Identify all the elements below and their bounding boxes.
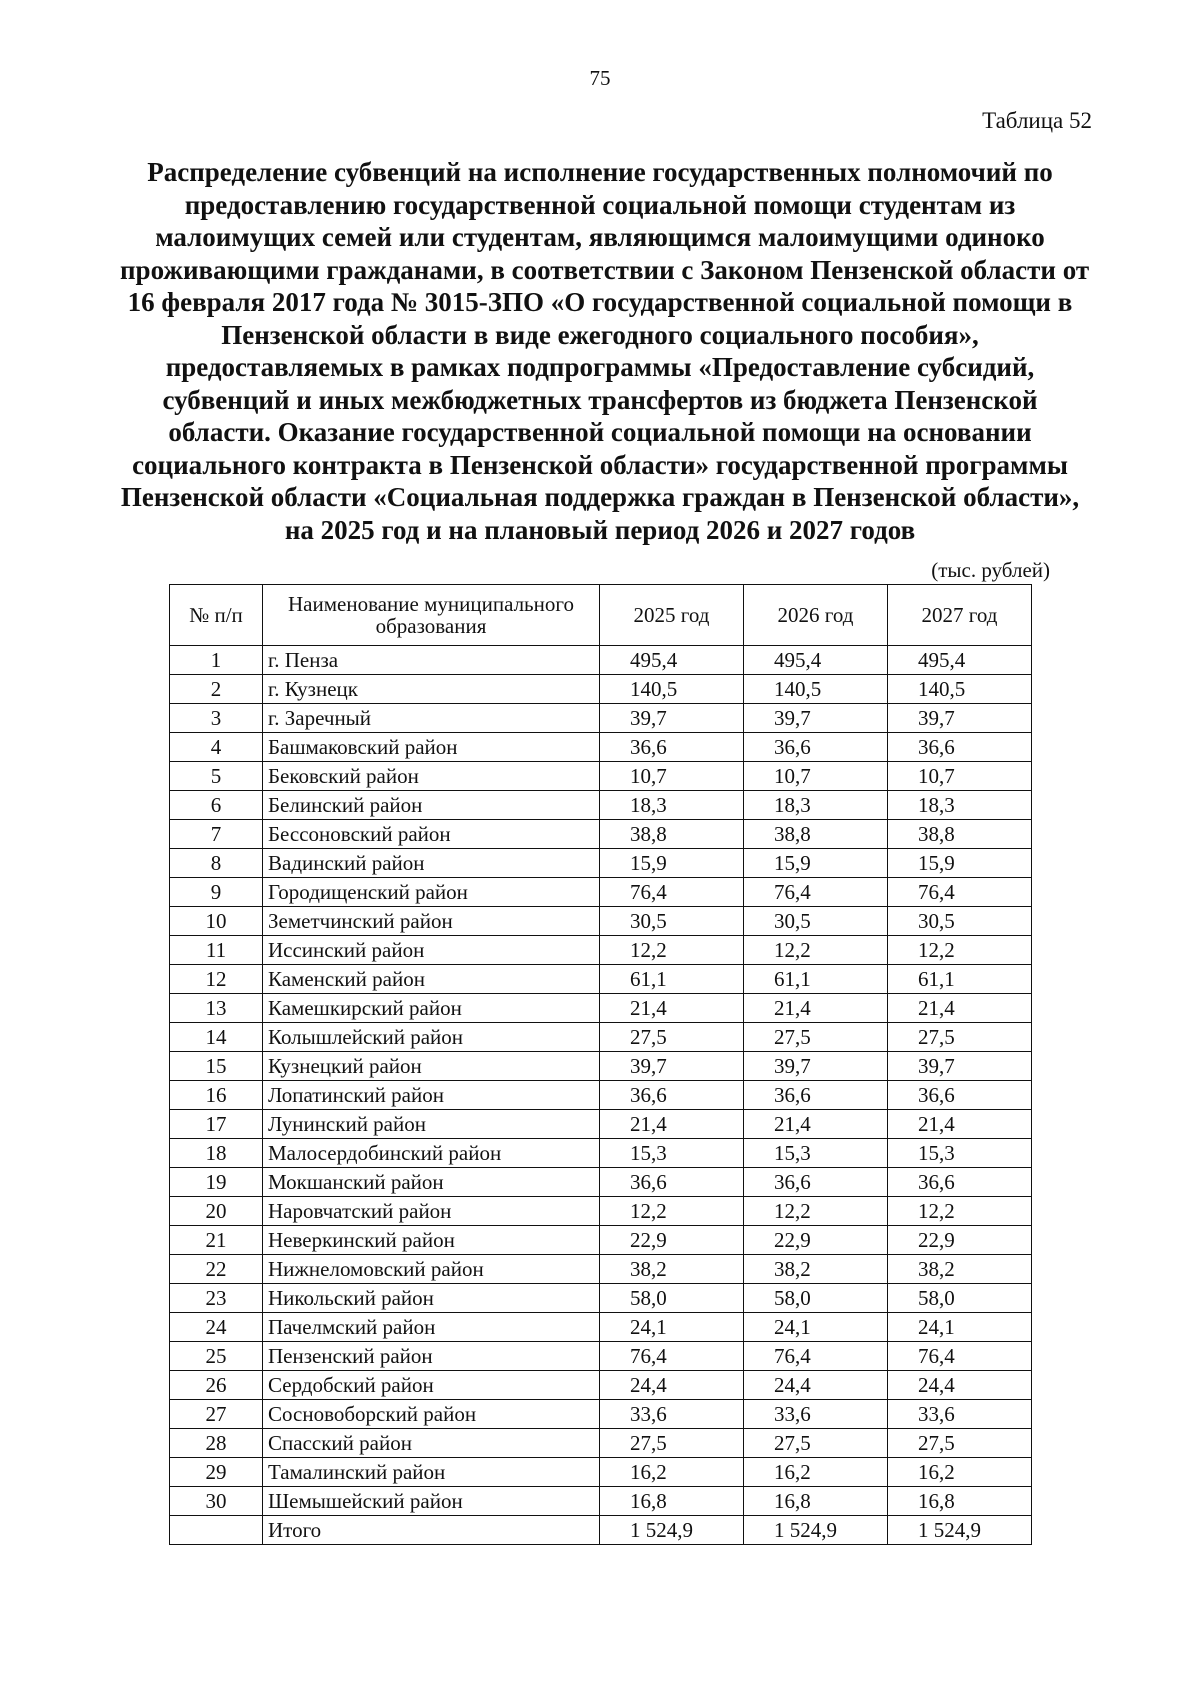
cell-municipality: Башмаковский район [263,733,600,762]
header-number: № п/п [170,585,263,646]
cell-2027: 1 524,9 [888,1516,1032,1545]
cell-2026: 36,6 [744,733,888,762]
cell-2025: 33,6 [600,1400,744,1429]
cell-2026: 16,2 [744,1458,888,1487]
table-row [170,1081,1032,1110]
cell-2026: 495,4 [744,646,888,675]
cell-2025: 18,3 [600,791,744,820]
title-line: Распределение субвенций на исполнение государственных полномочий по [147,157,1053,187]
cell-municipality: Пачелмский район [263,1313,600,1342]
table-row [170,1313,1032,1342]
cell-number: 2 [170,675,263,704]
cell-municipality: Каменский район [263,965,600,994]
cell-2027: 76,4 [888,1342,1032,1371]
cell-2025: 76,4 [600,878,744,907]
cell-number: 10 [170,907,263,936]
cell-2025: 36,6 [600,1081,744,1110]
table-row [170,646,1032,675]
cell-2026: 36,6 [744,1168,888,1197]
cell-2027: 16,8 [888,1487,1032,1516]
table-row [170,1023,1032,1052]
cell-municipality: Шемышейский район [263,1487,600,1516]
cell-2026: 39,7 [744,1052,888,1081]
cell-2025: 12,2 [600,1197,744,1226]
cell-municipality: Вадинский район [263,849,600,878]
header-2027: 2027 год [888,585,1032,646]
cell-2027: 30,5 [888,907,1032,936]
cell-2025: 27,5 [600,1429,744,1458]
cell-2025: 16,2 [600,1458,744,1487]
table-row [170,849,1032,878]
table-row [170,791,1032,820]
cell-2026: 15,9 [744,849,888,878]
cell-2026: 61,1 [744,965,888,994]
cell-2026: 24,1 [744,1313,888,1342]
cell-number: 6 [170,791,263,820]
title-line: предоставлению государственной социальной помощи студентам из [184,189,1016,220]
cell-2026: 12,2 [744,1197,888,1226]
table-row [170,733,1032,762]
cell-2025: 30,5 [600,907,744,936]
table-row [170,704,1032,733]
cell-2025: 10,7 [600,762,744,791]
cell-2026: 30,5 [744,907,888,936]
table-row [170,1458,1032,1487]
cell-municipality: Сосновоборский район [263,1400,600,1429]
table-row [170,936,1032,965]
cell-2026: 21,4 [744,994,888,1023]
cell-number: 24 [170,1313,263,1342]
cell-2027: 58,0 [888,1284,1032,1313]
cell-2027: 38,2 [888,1255,1032,1284]
cell-2025: 140,5 [600,675,744,704]
cell-municipality: Никольский район [263,1284,600,1313]
cell-2025: 38,2 [600,1255,744,1284]
cell-municipality: г. Заречный [263,704,600,733]
cell-2025: 36,6 [600,1168,744,1197]
cell-2025: 61,1 [600,965,744,994]
cell-2026: 27,5 [744,1429,888,1458]
header-2025: 2025 год [600,585,744,646]
table-row [170,1255,1032,1284]
title-line: малоимущих семей или студентам, являющимся малоимущими одиноко [155,222,1045,252]
cell-2026: 36,6 [744,1081,888,1110]
cell-2026: 15,3 [744,1139,888,1168]
table-label: Таблица 52 [982,108,1092,133]
cell-municipality: Земетчинский район [263,907,600,936]
cell-2027: 22,9 [888,1226,1032,1255]
cell-2025: 58,0 [600,1284,744,1313]
cell-2026: 18,3 [744,791,888,820]
table-row [170,1487,1032,1516]
cell-number: 8 [170,849,263,878]
cell-number: 30 [170,1487,263,1516]
cell-municipality: Неверкинский район [263,1226,600,1255]
cell-2027: 27,5 [888,1429,1032,1458]
cell-2027: 39,7 [888,1052,1032,1081]
table-row [170,675,1032,704]
cell-number: 23 [170,1284,263,1313]
table-row [170,994,1032,1023]
cell-number: 26 [170,1371,263,1400]
table-header-row [170,585,1032,646]
table-row [170,1139,1032,1168]
cell-2026: 22,9 [744,1226,888,1255]
cell-2026: 39,7 [744,704,888,733]
cell-municipality: Нижнеломовский район [263,1255,600,1284]
cell-number: 12 [170,965,263,994]
cell-2026: 140,5 [744,675,888,704]
cell-municipality: Иссинский район [263,936,600,965]
page-number: 75 [589,66,611,90]
cell-2026: 33,6 [744,1400,888,1429]
cell-municipality: Пензенский район [263,1342,600,1371]
total-row [170,1516,1032,1545]
cell-2025: 39,7 [600,704,744,733]
cell-number: 28 [170,1429,263,1458]
cell-2025: 21,4 [600,994,744,1023]
cell-number: 9 [170,878,263,907]
cell-municipality: Лопатинский район [263,1081,600,1110]
cell-number: 7 [170,820,263,849]
cell-number: 16 [170,1081,263,1110]
cell-2027: 140,5 [888,675,1032,704]
cell-2027: 12,2 [888,936,1032,965]
cell-municipality: Мокшанский район [263,1168,600,1197]
table-row [170,1371,1032,1400]
title-line: области. Оказание государственной социальной помощи на основании [168,417,1032,447]
cell-number: 15 [170,1052,263,1081]
cell-municipality: Спасский район [263,1429,600,1458]
table-row [170,1052,1032,1081]
table-row [170,1197,1032,1226]
cell-number: 1 [170,646,263,675]
cell-2025: 24,4 [600,1371,744,1400]
cell-2027: 21,4 [888,1110,1032,1139]
cell-2027: 76,4 [888,878,1032,907]
document-title [120,156,1090,546]
cell-municipality: Малосердобинский район [263,1139,600,1168]
cell-2025: 495,4 [600,646,744,675]
cell-2026: 24,4 [744,1371,888,1400]
cell-2027: 36,6 [888,1168,1032,1197]
table-row [170,965,1032,994]
title-line: проживающими гражданами, в соответствии с Законом Пензенской области от [120,254,1090,285]
header-municipality: Наименование муниципального образования [263,585,600,646]
cell-2027: 21,4 [888,994,1032,1023]
table-row [170,820,1032,849]
cell-2026: 38,8 [744,820,888,849]
cell-2026: 76,4 [744,878,888,907]
cell-2026: 16,8 [744,1487,888,1516]
cell-municipality: Бековский район [263,762,600,791]
title-line: субвенций и иных межбюджетных трансфертов из бюджета Пензенской [162,384,1038,415]
cell-2027: 15,9 [888,849,1032,878]
cell-number: 13 [170,994,263,1023]
cell-2027: 15,3 [888,1139,1032,1168]
cell-2025: 15,3 [600,1139,744,1168]
cell-municipality: Наровчатский район [263,1197,600,1226]
table-row [170,1110,1032,1139]
cell-2027: 10,7 [888,762,1032,791]
cell-2026: 10,7 [744,762,888,791]
cell-2026: 76,4 [744,1342,888,1371]
cell-2025: 38,8 [600,820,744,849]
cell-2027: 24,1 [888,1313,1032,1342]
cell-municipality: Итого [263,1516,600,1545]
table-row [170,1226,1032,1255]
cell-2027: 27,5 [888,1023,1032,1052]
cell-2025: 27,5 [600,1023,744,1052]
cell-number: 5 [170,762,263,791]
cell-municipality: г. Кузнецк [263,675,600,704]
cell-2025: 12,2 [600,936,744,965]
cell-number: 25 [170,1342,263,1371]
cell-2027: 16,2 [888,1458,1032,1487]
cell-number: 17 [170,1110,263,1139]
cell-2027: 36,6 [888,1081,1032,1110]
cell-2025: 36,6 [600,733,744,762]
cell-2026: 1 524,9 [744,1516,888,1545]
table-row [170,1342,1032,1371]
cell-municipality: г. Пенза [263,646,600,675]
units-label: (тыс. рублей) [931,558,1050,582]
cell-number: 21 [170,1226,263,1255]
cell-2026: 38,2 [744,1255,888,1284]
cell-municipality: Белинский район [263,791,600,820]
cell-number: 11 [170,936,263,965]
cell-2027: 36,6 [888,733,1032,762]
cell-number: 22 [170,1255,263,1284]
header-2026: 2026 год [744,585,888,646]
title-line: Пензенской области «Социальная поддержка граждан в Пензенской области», [120,482,1080,512]
table-row [170,1400,1032,1429]
cell-2027: 24,4 [888,1371,1032,1400]
cell-number: 14 [170,1023,263,1052]
cell-2025: 39,7 [600,1052,744,1081]
cell-municipality: Городищенский район [263,878,600,907]
table-row [170,907,1032,936]
cell-municipality: Кузнецкий район [263,1052,600,1081]
cell-2027: 38,8 [888,820,1032,849]
table-row [170,1168,1032,1197]
cell-2026: 27,5 [744,1023,888,1052]
cell-2026: 12,2 [744,936,888,965]
cell-2025: 1 524,9 [600,1516,744,1545]
cell-number: 3 [170,704,263,733]
cell-municipality: Бессоновский район [263,820,600,849]
cell-2026: 58,0 [744,1284,888,1313]
table-row [170,1429,1032,1458]
table-row [170,1284,1032,1313]
cell-2025: 76,4 [600,1342,744,1371]
subvention-table [169,584,1032,1545]
table-row [170,762,1032,791]
cell-number [170,1516,263,1545]
title-line: Пензенской области в виде ежегодного социального пособия», [221,319,979,350]
cell-2027: 12,2 [888,1197,1032,1226]
cell-2025: 16,8 [600,1487,744,1516]
cell-2025: 24,1 [600,1313,744,1342]
cell-number: 27 [170,1400,263,1429]
cell-2027: 33,6 [888,1400,1032,1429]
cell-municipality: Лунинский район [263,1110,600,1139]
cell-number: 18 [170,1139,263,1168]
cell-municipality: Тамалинский район [263,1458,600,1487]
cell-municipality: Сердобский район [263,1371,600,1400]
cell-number: 4 [170,733,263,762]
title-line: на 2025 год и на плановый период 2026 и 2027 годов [284,514,916,545]
cell-2025: 22,9 [600,1226,744,1255]
title-line: социального контракта в Пензенской области» государственной программы [132,449,1068,480]
cell-2027: 39,7 [888,704,1032,733]
table-body [170,646,1032,1545]
cell-2025: 21,4 [600,1110,744,1139]
cell-2026: 21,4 [744,1110,888,1139]
cell-2027: 18,3 [888,791,1032,820]
cell-municipality: Колышлейский район [263,1023,600,1052]
table-row [170,878,1032,907]
cell-number: 29 [170,1458,263,1487]
cell-number: 19 [170,1168,263,1197]
cell-2025: 15,9 [600,849,744,878]
cell-number: 20 [170,1197,263,1226]
cell-2027: 495,4 [888,646,1032,675]
cell-municipality: Камешкирский район [263,994,600,1023]
cell-2027: 61,1 [888,965,1032,994]
title-line: предоставляемых в рамках подпрограммы «Предоставление субсидий, [165,352,1035,382]
title-line: 16 февраля 2017 года № 3015-ЗПО «О государственной социальной помощи в [127,287,1073,317]
